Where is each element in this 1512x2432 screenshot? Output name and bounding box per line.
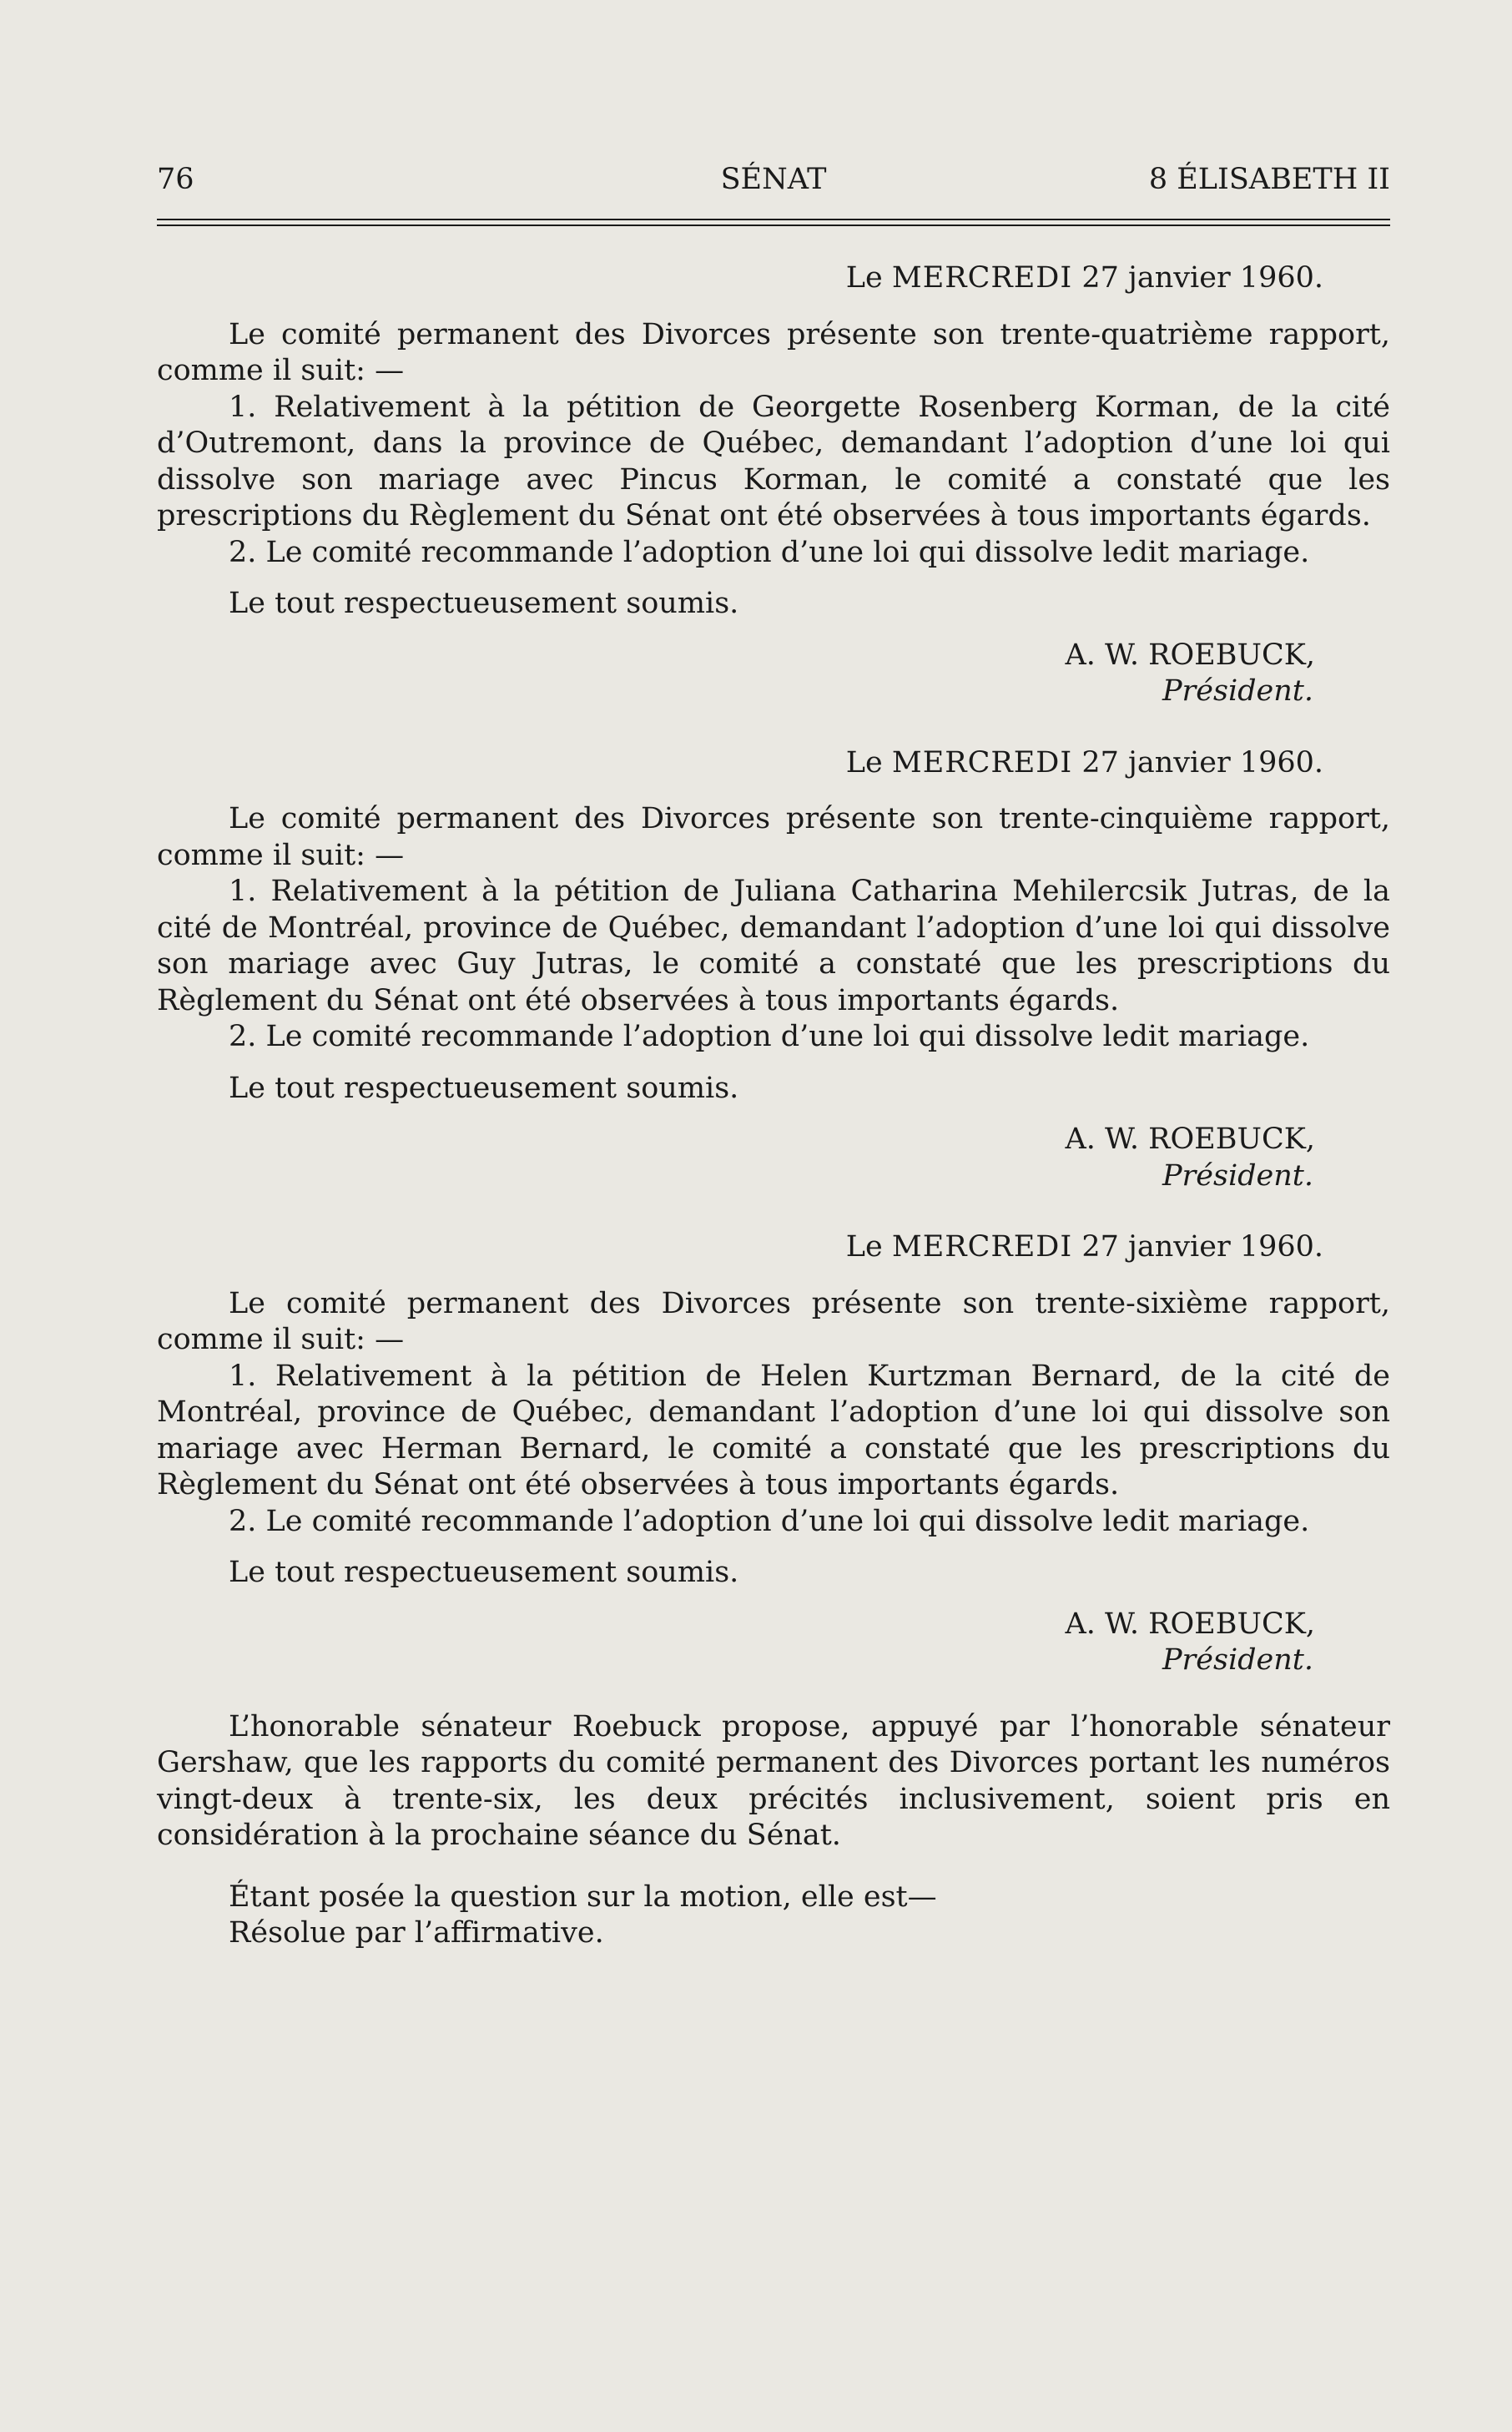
report-block xyxy=(157,260,1390,710)
weekday: MERCREDI xyxy=(891,261,1073,295)
report-block xyxy=(157,1229,1390,1679)
report-item-1: 1. Relativement à la pétition de Georgette Rosenberg Korman, de la cité d’Outremont, dans la province de Québec, demandant l’adoption d’une loi qui dissolve son mariage avec Pincus Korman, le comité a constaté que les prescriptions du Règlement du Sénat ont été observées à tous importants égards. xyxy=(157,390,1390,532)
report-block xyxy=(157,745,1390,1195)
report-intro: Le comité permanent des Divorces présente son trente-sixième rapport, comme il suit: — xyxy=(157,1286,1390,1356)
document-body xyxy=(157,260,1390,1952)
report-closing: Le tout respectueusement soumis. xyxy=(229,587,739,620)
report-date: Le MERCREDI 27 janvier 1960. xyxy=(845,745,1323,780)
report-item-1: 1. Relativement à la pétition de Helen Kurtzman Bernard, de la cité de Montréal, province de Québec, demandant l’adoption d’une loi qui dissolve son mariage avec Herman Bernard, le comité a constaté que les prescriptions du Règlement du Sénat ont été observées à tous importants égards. xyxy=(157,1359,1390,1501)
report-closing: Le tout respectueusement soumis. xyxy=(229,1556,739,1589)
report-item-2: 2. Le comité recommande l’adoption d’une loi qui dissolve ledit mariage. xyxy=(229,1020,1310,1053)
weekday: MERCREDI xyxy=(891,745,1073,780)
motion-paragraph: L’honorable sénateur Roebuck propose, appuyé par l’honorable sénateur Gershaw, que les rapports du comité permanent des Divorces portant les numéros vingt-deux à trente-six, les deux précités inclusivement, soient pris en considération à la prochaine séance du Sénat. xyxy=(157,1709,1390,1852)
report-item-2: 2. Le comité recommande l’adoption d’une loi qui dissolve ledit mariage. xyxy=(229,535,1310,569)
signatory: A. W. ROEBUCK, xyxy=(1065,1123,1315,1156)
report-item-2: 2. Le comité recommande l’adoption d’une loi qui dissolve ledit mariage. xyxy=(229,1504,1310,1538)
signatory: A. W. ROEBUCK, xyxy=(1065,638,1315,672)
signatory: A. W. ROEBUCK, xyxy=(1065,1607,1315,1641)
running-header xyxy=(157,160,1390,199)
report-item-1: 1. Relativement à la pétition de Juliana Catharina Mehilercsik Jutras, de la cité de Montréal, province de Québec, demandant l’adoption d’une loi qui dissolve son mariage avec Guy Jutras, le comité a constaté que les prescriptions du Règlement du Sénat ont été observées à tous importants égards. xyxy=(157,875,1390,1017)
header-title: SÉNAT xyxy=(720,163,827,196)
header-rule-top xyxy=(157,219,1390,220)
resolution-line: Résolue par l’affirmative. xyxy=(229,1916,604,1950)
header-rule-bottom xyxy=(157,225,1390,226)
report-date: Le MERCREDI 27 janvier 1960. xyxy=(845,261,1323,295)
header-regnal-year: 8 ÉLISABETH II xyxy=(1148,163,1390,196)
weekday: MERCREDI xyxy=(891,1230,1073,1264)
report-date: Le MERCREDI 27 janvier 1960. xyxy=(845,1230,1323,1264)
page-number: 76 xyxy=(157,163,194,196)
report-intro: Le comité permanent des Divorces présente son trente-cinquième rapport, comme il suit: — xyxy=(157,802,1390,872)
signatory-title: Président. xyxy=(1162,1158,1313,1193)
report-intro: Le comité permanent des Divorces présente son trente-quatrième rapport, comme il suit: — xyxy=(157,317,1390,387)
signatory-title: Président. xyxy=(1162,674,1313,708)
report-closing: Le tout respectueusement soumis. xyxy=(229,1071,739,1105)
question-line: Étant posée la question sur la motion, elle est— xyxy=(229,1880,937,1914)
signatory-title: Président. xyxy=(1162,1643,1313,1677)
